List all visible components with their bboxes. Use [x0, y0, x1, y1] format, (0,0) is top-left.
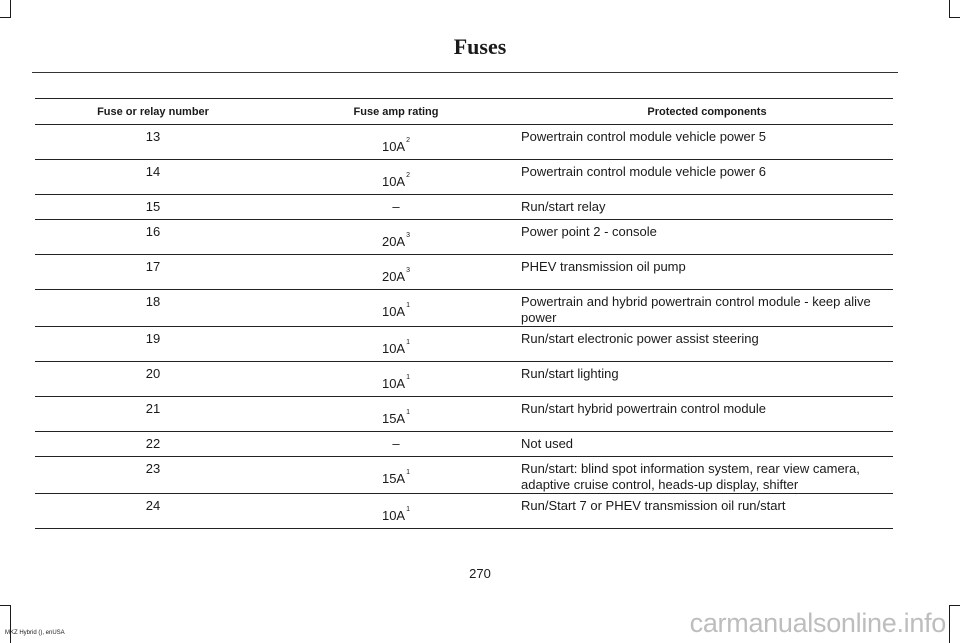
protected-component: Not used	[521, 432, 893, 457]
fuse-number: 23	[35, 457, 271, 494]
fuse-number: 18	[35, 290, 271, 327]
page-title: Fuses	[453, 34, 507, 59]
fuse-number: 14	[35, 160, 271, 195]
column-header: Protected components	[521, 99, 893, 125]
table-row	[35, 494, 893, 529]
footnote-ref: 3	[406, 232, 411, 239]
protected-component: Run/Start 7 or PHEV transmission oil run/start	[521, 494, 893, 529]
table-row	[35, 290, 893, 327]
amp-rating: 10A	[381, 376, 406, 391]
amp-rating: 15A	[381, 411, 406, 426]
fuse-number: 15	[35, 195, 271, 220]
protected-component: Powertrain and hybrid powertrain control module - keep alive power	[521, 290, 893, 327]
amp-rating: –	[392, 199, 400, 214]
fuse-number: 24	[35, 494, 271, 529]
footnote-ref: 2	[406, 137, 411, 144]
protected-component: Run/start electronic power assist steering	[521, 327, 893, 362]
amp-cell	[271, 160, 521, 195]
footnote-ref: 1	[406, 302, 411, 309]
table-row	[35, 220, 893, 255]
table-header-row	[35, 99, 893, 125]
amp-rating: 15A	[381, 471, 406, 486]
title-divider	[32, 72, 898, 73]
amp-cell	[271, 432, 521, 457]
protected-component: Run/start hybrid powertrain control module	[521, 397, 893, 432]
document-id: MKZ Hybrid (), enUSA	[5, 630, 65, 636]
protected-component: Run/start: blind spot information system, rear view camera, adaptive cruise control, heads-up display, shifter	[521, 457, 893, 494]
crop-mark	[10, 605, 11, 643]
amp-rating: 10A	[381, 174, 406, 189]
table-row	[35, 160, 893, 195]
column-header: Fuse or relay number	[35, 99, 271, 125]
crop-mark	[949, 605, 950, 643]
crop-mark	[949, 0, 950, 18]
table-row	[35, 327, 893, 362]
crop-mark	[949, 17, 960, 18]
footnote-ref: 3	[406, 267, 411, 274]
table-row	[35, 125, 893, 160]
amp-rating: 10A	[381, 341, 406, 356]
fuse-number: 13	[35, 125, 271, 160]
footnote-ref: 1	[406, 469, 411, 476]
fuse-number: 16	[35, 220, 271, 255]
amp-cell	[271, 290, 521, 327]
protected-component: Powertrain control module vehicle power 6	[521, 160, 893, 195]
amp-rating: 20A	[381, 234, 406, 249]
crop-mark	[0, 17, 11, 18]
amp-cell	[271, 457, 521, 494]
protected-component: Run/start relay	[521, 195, 893, 220]
table-row	[35, 432, 893, 457]
amp-rating: 10A	[381, 139, 406, 154]
amp-cell	[271, 362, 521, 397]
amp-rating: –	[392, 436, 400, 451]
footnote-ref: 1	[406, 374, 411, 381]
table-row	[35, 397, 893, 432]
crop-mark	[949, 605, 960, 606]
amp-cell	[271, 255, 521, 290]
fuse-number: 17	[35, 255, 271, 290]
fuse-table	[35, 98, 893, 529]
protected-component: Run/start lighting	[521, 362, 893, 397]
fuse-number: 21	[35, 397, 271, 432]
crop-mark	[10, 0, 11, 18]
crop-mark	[0, 605, 11, 606]
footnote-ref: 2	[406, 172, 411, 179]
amp-rating: 10A	[381, 304, 406, 319]
amp-cell	[271, 220, 521, 255]
protected-component: PHEV transmission oil pump	[521, 255, 893, 290]
amp-rating: 20A	[381, 269, 406, 284]
table-row	[35, 457, 893, 494]
protected-component: Power point 2 - console	[521, 220, 893, 255]
fuse-number: 22	[35, 432, 271, 457]
table-row	[35, 362, 893, 397]
fuse-number: 20	[35, 362, 271, 397]
table-row	[35, 195, 893, 220]
amp-cell	[271, 195, 521, 220]
page-number: 270	[469, 566, 491, 581]
protected-component: Powertrain control module vehicle power 5	[521, 125, 893, 160]
footnote-ref: 1	[406, 506, 411, 513]
footnote-ref: 1	[406, 339, 411, 346]
amp-cell	[271, 125, 521, 160]
amp-cell	[271, 494, 521, 529]
footnote-ref: 1	[406, 409, 411, 416]
amp-cell	[271, 327, 521, 362]
amp-rating: 10A	[381, 508, 406, 523]
watermark: carmanualsonline.info	[689, 608, 946, 638]
amp-cell	[271, 397, 521, 432]
fuse-number: 19	[35, 327, 271, 362]
table-row	[35, 255, 893, 290]
column-header: Fuse amp rating	[271, 99, 521, 125]
